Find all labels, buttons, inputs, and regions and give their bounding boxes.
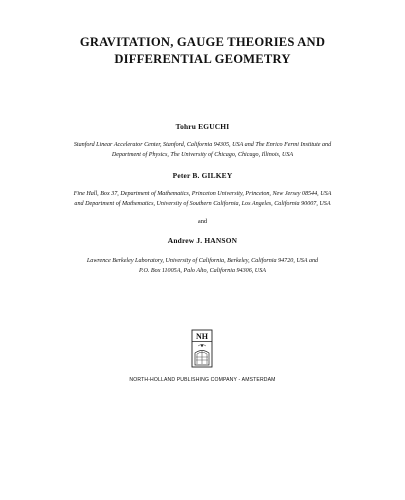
- author-name-hanson: Andrew J. HANSON: [167, 236, 238, 245]
- affiliation-line: P.O. Box 11005A, Palo Alto, California 94306, USA: [139, 268, 266, 274]
- publisher-name: NORTH-HOLLAND PUBLISHING COMPANY - AMSTERDAM: [129, 377, 276, 383]
- affiliation-line: Stanford Linear Accelerator Center, Stanford, California 94305, USA and The Enrico Fermi Institute and: [73, 142, 332, 148]
- conjunction-and: and: [197, 218, 208, 225]
- affiliation-line: Lawrence Berkeley Laboratory, University of California, Berkeley, California 94720, USA and: [86, 258, 319, 264]
- author-affiliation-hanson: [0, 256, 405, 276]
- logo-letters: NH: [196, 332, 208, 341]
- author-affiliation-gilkey: [0, 189, 405, 209]
- author-affiliation-eguchi: [0, 140, 405, 160]
- paper-title: [0, 34, 405, 68]
- paper-title-line-2: DIFFERENTIAL GEOMETRY: [114, 52, 291, 66]
- north-holland-logo-icon: [188, 329, 216, 369]
- affiliation-line: Fine Hall, Box 37, Department of Mathematics, Princeton University, Princeton, New Jersey 08544, USA: [73, 191, 332, 197]
- paper-title-line-1: GRAVITATION, GAUGE THEORIES AND: [79, 35, 326, 49]
- author-name-gilkey: Peter B. GILKEY: [172, 171, 233, 180]
- affiliation-line: and Department of Mathematics, University of Southern California, Los Angeles, California 90007, USA: [74, 201, 331, 207]
- author-name-eguchi: Tohru EGUCHI: [175, 122, 230, 131]
- affiliation-line: Department of Physics, The University of Chicago, Chicago, Illinois, USA: [111, 152, 294, 158]
